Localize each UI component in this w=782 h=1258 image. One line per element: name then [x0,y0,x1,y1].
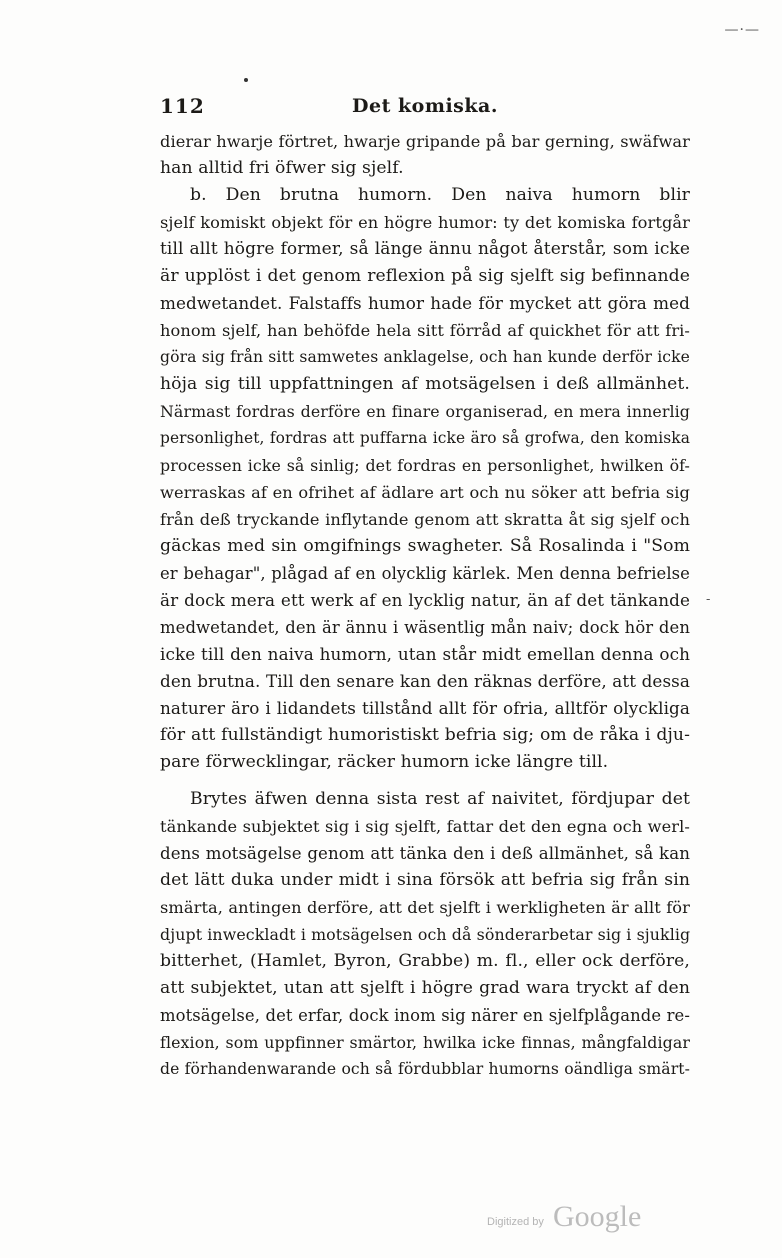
text-line: dens motsägelse genom att tänka den i deß allmänhet, så kan [160,844,690,863]
text-line: Närmast fordras derföre en finare organiserad, en mera innerlig [160,402,690,421]
paragraph [160,182,690,776]
page-header [160,94,690,120]
text-line: medwetandet. Falstaffs humor hade för mycket att göra med [160,293,690,313]
text-line: Brytes äfwen denna sista rest af naivitet, fördjupar det [190,789,690,809]
text-line: naturer äro i lidandets tillstånd allt för ofria, alltför olyckliga [160,698,690,718]
text-line: b. Den brutna humorn. Den naiva humorn blir [190,185,690,205]
text-line: de förhandenwarande och så fördubblar humorns oändliga smärt- [160,1060,690,1078]
text-line: djupt inweckladt i motsägelsen och då sönderarbetar sig i sjuklig [160,925,691,944]
text-line: för att fullständigt humoristiskt befria sig; om de råka i dju- [160,725,690,745]
text-line: han alltid fri öfwer sig sjelf. [160,158,404,178]
text-line: är dock mera ett werk af en lycklig natur, än af det tänkande [160,590,690,610]
body-text [160,128,690,1083]
text-line: är upplöst i det genom reflexion på sig sjelft sig befinnande [160,266,690,286]
text-line: er behagar", plågad af en olycklig kärlek. Men denna befrielse [160,564,690,583]
paragraph [160,128,690,182]
text-line: tänkande subjektet sig i sig sjelft, fattar det den egna och werl- [160,817,690,836]
text-line: gäckas med sin omgifnings swagheter. Så Rosalinda i "Som [160,536,690,556]
text-line: personlighet, fordras att puffarna icke äro så grofwa, den komiska [160,429,690,447]
text-line: icke till den naiva humorn, utan står midt emellan denna och [160,644,690,664]
text-line: honom sjelf, han behöfde hela sitt förråd af quickhet för att fri- [160,321,690,340]
text-line: att subjektet, utan att sjelft i högre grad wara tryckt af den [160,978,690,998]
text-line: dierar hwarje förtret, hwarje gripande på bar gerning, swäfwar [160,132,690,151]
text-line: processen icke så sinlig; det fordras en personlighet, hwilken öf- [160,456,690,475]
text-line: medwetandet, den är ännu i wäsentlig mån naiv; dock hör den [160,618,690,637]
text-line: göra sig från sitt samwetes anklagelse, och han kunde derför icke [160,348,690,366]
text-line: höja sig till uppfattningen af motsägelsen i deß allmänhet. [160,374,690,394]
margin-ink-mark: - [706,592,711,607]
text-line: den brutna. Till den senare kan den räknas derföre, att dessa [160,671,690,691]
corner-ink-mark: —·— [724,22,760,38]
running-title: Det komiska. [352,95,498,117]
page-number: 112 [160,94,205,118]
google-logo: Google [553,1200,642,1233]
text-line: från deß tryckande inflytande genom att skratta åt sig sjelf och [160,510,690,529]
text-line: werraskas af en ofrihet af ädlare art och nu söker att befria sig [160,483,690,502]
ink-dot [244,78,248,82]
digitized-watermark [487,1200,657,1240]
text-line: flexion, som uppfinner smärtor, hwilka icke finnas, mångfaldigar [160,1033,690,1052]
watermark-prefix: Digitized by [487,1216,544,1228]
text-line: pare förwecklingar, räcker humorn icke längre till. [160,752,609,772]
text-line: motsägelse, det erfar, dock inom sig närer en sjelfplågande re- [160,1006,690,1025]
text-line: det lätt duka under midt i sina försök att befria sig från sin [160,870,690,890]
text-line: till allt högre former, så länge ännu något återstår, som icke [160,239,690,259]
text-line: bitterhet, (Hamlet, Byron, Grabbe) m. fl., eller ock derföre, [160,951,690,971]
text-line: sjelf komiskt objekt för en högre humor: ty det komiska fortgår [160,213,690,232]
paragraph [160,786,690,1083]
text-line: smärta, antingen derföre, att det sjelft i werkligheten är allt för [160,898,690,917]
